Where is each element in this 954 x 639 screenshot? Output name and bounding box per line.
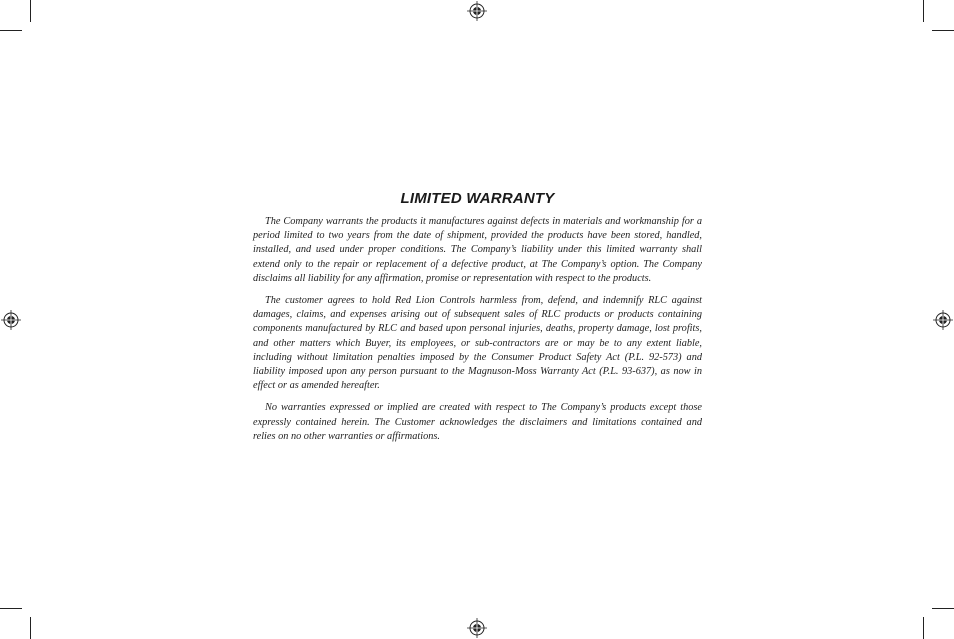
crop-mark-icon [30, 0, 31, 22]
disclaimer-paragraph: No warranties expressed or implied are created with respect to The Company’s products except those expressly contained herein. The Customer acknowledges the disclaimers and limitations contained and relies on no other warranties or affirmations. [253, 402, 702, 442]
crop-mark-icon [932, 30, 954, 31]
page-title: LIMITED WARRANTY [400, 190, 555, 207]
warranty-section [253, 190, 702, 452]
crop-mark-icon [923, 0, 924, 22]
crop-mark-icon [0, 608, 22, 609]
indemnity-paragraph: The customer agrees to hold Red Lion Controls harmless from, defend, and indemnify RLC against damages, claims, and expenses arising out of subsequent sales of RLC products or products containing components manufactured by RLC and based upon personal injuries, deaths, property damage, lost profits, and other matters which Buyer, its employees, or sub-contractors are or may be to any extent liable, including without limitation penalties imposed by the Consumer Product Safety Act (P.L. 92-573) and liability imposed upon any person pursuant to the Magnuson-Moss Warranty Act (P.L. 93-637), as now in effect or as amended hereafter. [253, 295, 702, 392]
warranty-paragraph: The Company warrants the products it manufactures against defects in materials and workmanship for a period limited to two years from the date of shipment, provided the products have been stored, handled, installed, and used under proper conditions. The Company’s liability under this limited warranty shall extend only to the repair or replacement of a defective product, at The Company’s option. The Company disclaims all liability for any affirmation, promise or representation with respect to the products. [253, 216, 702, 284]
crop-mark-icon [30, 617, 31, 639]
crop-mark-icon [923, 617, 924, 639]
registration-mark-icon [467, 1, 487, 21]
registration-mark-icon [1, 310, 21, 330]
registration-mark-icon [933, 310, 953, 330]
registration-mark-icon [467, 618, 487, 638]
crop-mark-icon [932, 608, 954, 609]
crop-mark-icon [0, 30, 22, 31]
